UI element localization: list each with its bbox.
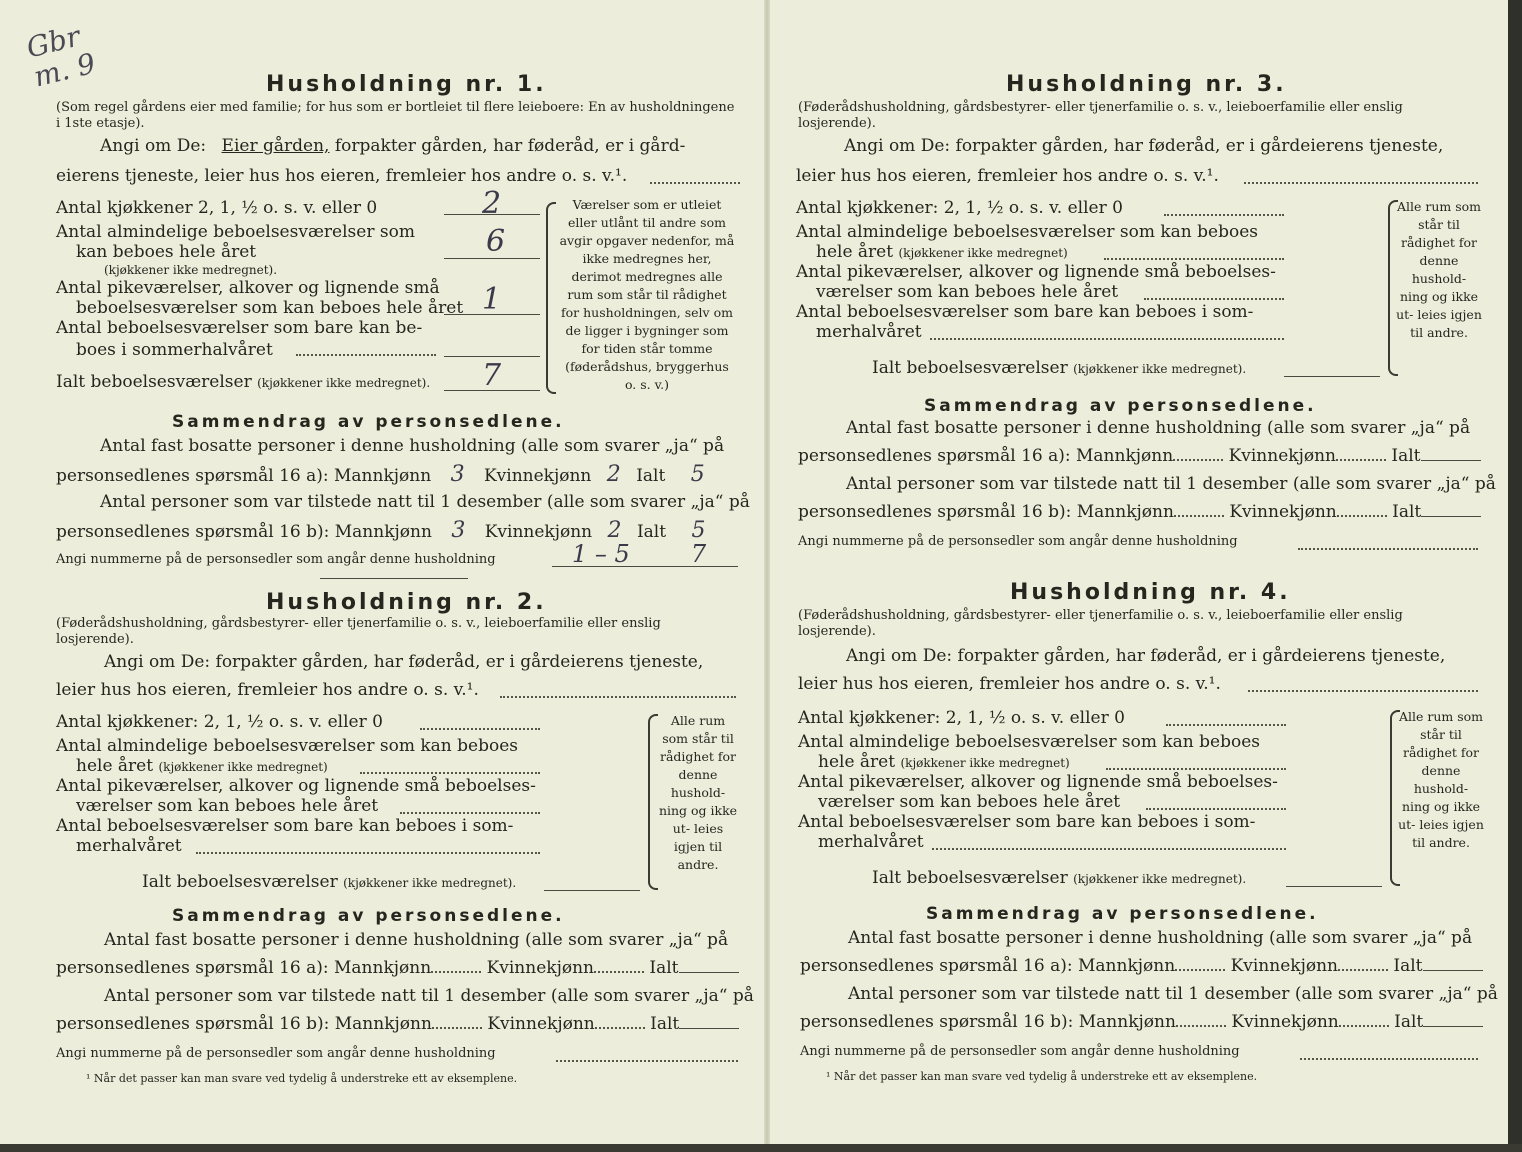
h2-note: (Føderådshusholdning, gårdsbestyrer- eller tjenerfamilie o. s. v., leieboerfamilie eller enslig losjerende).	[56, 616, 661, 647]
h4-sum-b2-label: personsedlenes spørsmål 16 b): Mannkjønn	[800, 1012, 1176, 1032]
h1-title: Husholdning nr. 1.	[266, 72, 547, 97]
h1-a-kvinne-label: Kvinnekjønn	[483, 466, 592, 486]
h1-q-alm1: Antal almindelige beboelsesværelser som	[56, 222, 415, 242]
h4-q-pike1: Antal pikeværelser, alkover og lignende små beboelses-	[798, 772, 1278, 792]
h3-sum-b2-label: personsedlenes spørsmål 16 b): Mannkjønn	[798, 502, 1174, 522]
h2-nummerne: Angi nummerne på de personsedler som angår denne husholdning	[56, 1046, 496, 1061]
h2-q-sommer2: merhalvåret	[76, 836, 182, 856]
h3-alm2-small: (kjøkkener ikke medregnet)	[898, 246, 1068, 260]
h1-angi-line1	[100, 136, 685, 156]
h2-q-sommer1: Antal beboelsesværelser som bare kan beboes i som-	[56, 816, 514, 836]
h4-alm2-label: hele året	[818, 752, 896, 772]
h2-sum-b2-label: personsedlenes spørsmål 16 b): Mannkjønn	[56, 1014, 432, 1034]
h4-sommer-dots	[932, 848, 1286, 850]
h4-note: (Føderådshusholdning, gårdsbestyrer- eller tjenerfamilie o. s. v., leieboerfamilie eller enslig losjerende).	[798, 608, 1403, 639]
h1-sum-a2-label: personsedlenes spørsmål 16 a): Mannkjønn	[56, 466, 432, 486]
h3-q-alm2	[816, 242, 1068, 262]
h2-a-ialt-label: Ialt	[649, 958, 679, 978]
h2-sum-b1: Antal personer som var tilstede natt til 1 desember (alle som svarer „ja“ på	[104, 986, 754, 1006]
h4-a-ialt-label: Ialt	[1393, 956, 1423, 976]
page-fold	[764, 0, 770, 1152]
h3-q-pike1: Antal pikeværelser, alkover og lignende små beboelses-	[796, 262, 1276, 282]
h1-ialt-label: Ialt beboelsesværelser	[56, 372, 252, 392]
h1-nummerne-answer: 1 – 5 7	[572, 540, 707, 568]
h4-angi-line2: leier hus hos eieren, fremleier hos andre o. s. v.¹.	[798, 674, 1221, 694]
h1-sum-b1: Antal personer som var tilstede natt til 1 desember (alle som svarer „ja“ på	[100, 492, 750, 512]
h1-b-ialt-label: Ialt	[636, 522, 667, 542]
h1-q-sommer2: boes i sommerhalvåret	[76, 340, 273, 360]
scan-edge-right	[1508, 0, 1522, 1152]
h2-angi-line2: leier hus hos eieren, fremleier hos andre o. s. v.¹.	[56, 680, 479, 700]
h1-sum-b2-label: personsedlenes spørsmål 16 b): Mannkjønn	[56, 522, 432, 542]
h2-ialt-small: (kjøkkener ikke medregnet).	[343, 876, 517, 890]
h4-ialt-label: Ialt beboelsesværelser	[872, 868, 1068, 888]
h2-sommer-dots	[196, 852, 540, 854]
h3-summary-title: Sammendrag av personsedlene.	[924, 396, 1317, 416]
h1-q-ialt	[56, 372, 430, 392]
h1-b-ialt: 5	[691, 518, 706, 543]
h4-sum-a1: Antal fast bosatte personer i denne husholdning (alle som svarer „ja“ på	[848, 928, 1473, 948]
h3-a-kvinne-label: Kvinnekjønn	[1228, 446, 1336, 466]
h4-q-ialt	[872, 868, 1246, 888]
h4-angi-fill	[1248, 690, 1478, 692]
h1-summary-title: Sammendrag av personsedlene.	[172, 412, 565, 432]
h4-summary-title: Sammendrag av personsedlene.	[926, 904, 1319, 924]
h1-q-alm3: (kjøkkener ikke medregnet).	[104, 263, 278, 277]
h3-q-sommer1: Antal beboelsesværelser som bare kan beboes i som-	[796, 302, 1254, 322]
h2-ialt-line	[544, 890, 640, 891]
h2-sum-a2-label: personsedlenes spørsmål 16 a): Mannkjønn	[56, 958, 432, 978]
h4-title: Husholdning nr. 4.	[1010, 580, 1291, 605]
h1-kjokkener-answer: 2	[482, 186, 502, 221]
h1-sommer-line	[444, 356, 540, 357]
h2-a-kvinne-label: Kvinnekjønn	[486, 958, 594, 978]
h2-q-alm1: Antal almindelige beboelsesværelser som kan beboes	[56, 736, 518, 756]
h4-sum-b2	[800, 1012, 1483, 1032]
h2-ialt-label: Ialt beboelsesværelser	[142, 872, 338, 892]
h1-note: (Som regel gårdens eier med familie; for hus som er bortleiet til flere leieboere: En av husholdningene i 1ste etasje).	[56, 100, 735, 131]
h3-angi-line1: Angi om De: forpakter gården, har føderåd, er i gårdeierens tjeneste,	[844, 136, 1444, 156]
h3-angi-fill	[1244, 182, 1478, 184]
h1-ialt-small: (kjøkkener ikke medregnet).	[257, 376, 431, 390]
h1-pike-answer: 1	[482, 282, 502, 317]
h1-q-pike1: Antal pikeværelser, alkover og lignende små	[56, 278, 440, 298]
h4-pike-dots	[1146, 808, 1286, 810]
h1-q-pike2: beboelsesværelser som kan beboes hele året	[76, 298, 464, 318]
h3-q-alm1: Antal almindelige beboelsesværelser som kan beboes	[796, 222, 1258, 242]
h1-sommer-dots	[296, 354, 436, 356]
h3-b-ialt-label: Ialt	[1392, 502, 1422, 522]
h4-alm-dots	[1106, 768, 1286, 770]
h4-q-kjokkener: Antal kjøkkener: 2, 1, ½ o. s. v. eller 0	[798, 708, 1125, 728]
h3-sum-a2-label: personsedlenes spørsmål 16 a): Mannkjønn	[798, 446, 1174, 466]
h3-alm-dots	[1104, 258, 1284, 260]
h1-sum-a1: Antal fast bosatte personer i denne husholdning (alle som svarer „ja“ på	[100, 436, 725, 456]
h4-footnote: ¹ Når det passer kan man svare ved tydelig å understreke ett av eksemplene.	[826, 1070, 1258, 1083]
h2-q-kjokkener: Antal kjøkkener: 2, 1, ½ o. s. v. eller 0	[56, 712, 383, 732]
h1-sum-a2	[56, 462, 725, 487]
h4-side-note: Alle rum som står til rådighet for denne hushold- ning og ikke ut- leies igjen til andre.	[1398, 709, 1484, 850]
h1-angi-label: Angi om De:	[100, 136, 207, 156]
h2-sum-a2	[56, 958, 739, 978]
h1-section-divider	[320, 578, 468, 579]
h2-angi-line1: Angi om De: forpakter gården, har føderåd, er i gårdeierens tjeneste,	[104, 652, 704, 672]
h2-b-ialt-label: Ialt	[650, 1014, 680, 1034]
h2-summary-title: Sammendrag av personsedlene.	[172, 906, 565, 926]
h3-ialt-label: Ialt beboelsesværelser	[872, 358, 1068, 378]
h3-angi-line2: leier hus hos eieren, fremleier hos andre o. s. v.¹.	[796, 166, 1219, 186]
h2-footnote: ¹ Når det passer kan man svare ved tydelig å understreke ett av eksemplene.	[86, 1072, 518, 1085]
h2-kjokkener-dots	[420, 728, 540, 730]
h2-sum-a1: Antal fast bosatte personer i denne husholdning (alle som svarer „ja“ på	[104, 930, 729, 950]
h2-q-pike2: værelser som kan beboes hele året	[76, 796, 379, 816]
h3-pike-dots	[1144, 298, 1284, 300]
h4-nummerne: Angi nummerne på de personsedler som angår denne husholdning	[800, 1044, 1240, 1059]
h4-q-sommer1: Antal beboelsesværelser som bare kan beboes i som-	[798, 812, 1256, 832]
h3-nummerne-dots	[1298, 548, 1478, 550]
h3-ialt-small: (kjøkkener ikke medregnet).	[1073, 362, 1247, 376]
h3-sum-b1: Antal personer som var tilstede natt til 1 desember (alle som svarer „ja“ på	[846, 474, 1496, 494]
h2-alm2-label: hele året	[76, 756, 154, 776]
h1-side-note: Værelser som er utleiet eller utlånt til andre som avgir opgaver nedenfor, må ikke medregnes her, derimot medregnes alle rum som står til rådighet for husholdningen, selv om de ligger i bygninger som for tiden står tomme (føderådshus, bryggerhus o. s. v.)	[559, 197, 735, 392]
h1-angi-underlined-option: Eier gården,	[221, 136, 330, 156]
h2-q-pike1: Antal pikeværelser, alkover og lignende små beboelses-	[56, 776, 536, 796]
margin-handwritten-note: Gbr m. 9	[23, 19, 99, 94]
h4-alm2-small: (kjøkkener ikke medregnet)	[900, 756, 1070, 770]
h4-sum-a2-label: personsedlenes spørsmål 16 a): Mannkjønn	[800, 956, 1176, 976]
h1-angi-line2: eierens tjeneste, leier hus hos eieren, fremleier hos andre o. s. v.¹.	[56, 166, 628, 186]
h2-nummerne-dots	[556, 1060, 738, 1062]
h1-ialt-answer: 7	[482, 358, 502, 393]
h3-q-sommer2: merhalvåret	[816, 322, 922, 342]
h3-b-kvinne-label: Kvinnekjønn	[1229, 502, 1337, 522]
h4-ialt-small: (kjøkkener ikke medregnet).	[1073, 872, 1247, 886]
h3-sum-a2	[798, 446, 1481, 466]
h3-sommer-dots	[930, 338, 1284, 340]
h4-nummerne-dots	[1300, 1058, 1478, 1060]
h4-sum-a2	[800, 956, 1483, 976]
h3-note: (Føderådshusholdning, gårdsbestyrer- eller tjenerfamilie o. s. v., leieboerfamilie eller enslig losjerende).	[798, 100, 1403, 131]
h3-side-note: Alle rum som står til rådighet for denne hushold- ning og ikke ut- leies igjen til andre.	[1396, 199, 1482, 340]
h4-sum-b1: Antal personer som var tilstede natt til 1 desember (alle som svarer „ja“ på	[848, 984, 1498, 1004]
h4-angi-line1: Angi om De: forpakter gården, har føderåd, er i gårdeierens tjeneste,	[846, 646, 1446, 666]
h3-sum-a1: Antal fast bosatte personer i denne husholdning (alle som svarer „ja“ på	[846, 418, 1471, 438]
h2-b-kvinne-label: Kvinnekjønn	[487, 1014, 595, 1034]
h1-q-alm2: kan beboes hele året	[76, 242, 257, 262]
h4-b-ialt-label: Ialt	[1394, 1012, 1424, 1032]
h1-a-mann: 3	[450, 462, 465, 487]
h4-a-kvinne-label: Kvinnekjønn	[1230, 956, 1338, 976]
h4-q-sommer2: merhalvåret	[818, 832, 924, 852]
h3-alm2-label: hele året	[816, 242, 894, 262]
h2-pike-dots	[400, 812, 540, 814]
h2-angi-fill	[500, 696, 736, 698]
h2-q-ialt	[142, 872, 516, 892]
h1-b-mann: 3	[451, 518, 466, 543]
h4-ialt-line	[1286, 886, 1382, 887]
h3-a-ialt-label: Ialt	[1391, 446, 1421, 466]
h3-sum-b2	[798, 502, 1481, 522]
h3-q-kjokkener: Antal kjøkkener: 2, 1, ½ o. s. v. eller 0	[796, 198, 1123, 218]
h2-alm-dots	[360, 772, 540, 774]
scan-edge-bottom	[0, 1144, 1522, 1152]
h2-q-alm2	[76, 756, 328, 776]
h3-q-ialt	[872, 358, 1246, 378]
h4-q-alm2	[818, 752, 1070, 772]
h4-kjokkener-dots	[1166, 724, 1286, 726]
h1-angi-rest: forpakter gården, har føderåd, er i gård-	[334, 136, 686, 156]
h3-title: Husholdning nr. 3.	[1006, 72, 1287, 97]
h2-side-note: Alle rum som står til rådighet for denne hushold- ning og ikke ut- leies igjen til andre.	[658, 713, 738, 872]
h4-b-kvinne-label: Kvinnekjønn	[1231, 1012, 1339, 1032]
h4-q-alm1: Antal almindelige beboelsesværelser som kan beboes	[798, 732, 1260, 752]
h3-ialt-line	[1284, 376, 1380, 377]
h1-b-kvinne: 2	[607, 518, 622, 543]
h1-b-kvinne-label: Kvinnekjønn	[484, 522, 593, 542]
h1-q-kjokkener: Antal kjøkkener 2, 1, ½ o. s. v. eller 0	[56, 198, 378, 218]
h1-brace	[546, 202, 556, 394]
h2-title: Husholdning nr. 2.	[266, 590, 547, 615]
h1-q-sommer1: Antal beboelsesværelser som bare kan be-	[56, 318, 423, 338]
h3-nummerne: Angi nummerne på de personsedler som angår denne husholdning	[798, 534, 1238, 549]
h3-kjokkener-dots	[1164, 214, 1284, 216]
h1-nummerne: Angi nummerne på de personsedler som angår denne husholdning	[56, 552, 496, 567]
h1-angi-fill	[650, 182, 740, 184]
h4-q-pike2: værelser som kan beboes hele året	[818, 792, 1121, 812]
h2-alm2-small: (kjøkkener ikke medregnet)	[158, 760, 328, 774]
h3-q-pike2: værelser som kan beboes hele året	[816, 282, 1119, 302]
h1-a-ialt: 5	[690, 462, 705, 487]
h2-sum-b2	[56, 1014, 739, 1034]
h1-alm-answer: 6	[486, 224, 506, 259]
h1-a-ialt-label: Ialt	[636, 466, 666, 486]
h1-a-kvinne: 2	[606, 462, 621, 487]
